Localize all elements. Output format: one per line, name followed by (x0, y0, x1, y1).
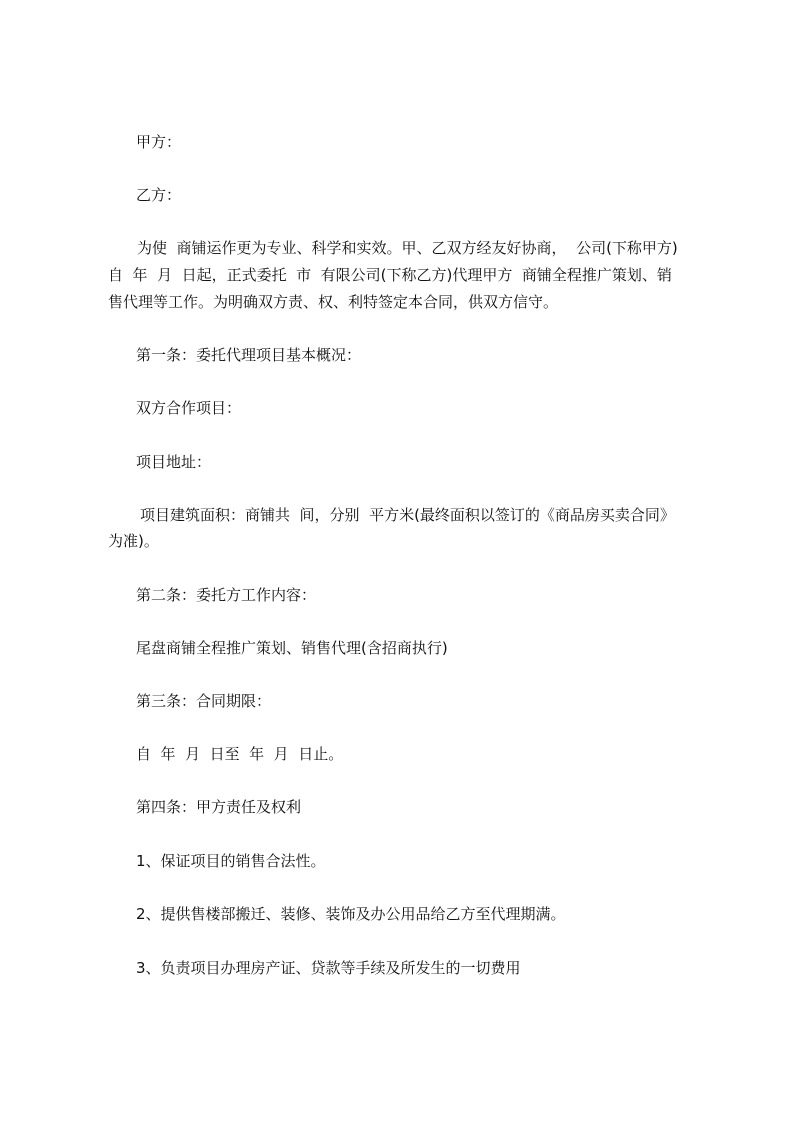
article-4-heading: 第四条：甲方责任及权利 (136, 798, 302, 816)
intro-line-3: 售代理等工作。为明确双方责、权、利特签定本合同，供双方信守。 (108, 293, 559, 311)
article-1-heading: 第一条：委托代理项目基本概况： (136, 346, 362, 364)
article-3-heading: 第三条：合同期限： (136, 692, 272, 710)
article-4-item-1: 1、保证项目的销售合法性。 (136, 852, 326, 870)
contract-period: 自 年 月 日至 年 月 日止。 (136, 745, 344, 763)
cooperation-project-label: 双方合作项目： (136, 399, 242, 417)
building-area-line-2: 为准)。 (108, 532, 159, 550)
article-4-item-3: 3、负责项目办理房产证、贷款等手续及所发生的一切费用 (136, 959, 521, 977)
article-4-item-2: 2、提供售楼部搬迁、装修、装饰及办公用品给乙方至代理期满。 (136, 905, 566, 923)
party-a-label: 甲方： (136, 133, 182, 151)
article-2-heading: 第二条：委托方工作内容： (136, 586, 317, 604)
intro-line-2: 自 年 月 日起，正式委托 市 有限公司(下称乙方)代理甲方 商铺全程推广策划、销 (108, 266, 672, 284)
article-2-content: 尾盘商铺全程推广策划、销售代理(含招商执行) (136, 639, 448, 657)
intro-line-1: 为使 商铺运作更为专业、科学和实效。甲、乙双方经友好协商， 公司(下称甲方) (137, 239, 678, 257)
party-b-label: 乙方： (136, 186, 182, 204)
project-address-label: 项目地址： (136, 453, 212, 471)
building-area-line-1: 项目建筑面积：商铺共 间，分别 平方米(最终面积以签订的《商品房买卖合同》 (140, 506, 675, 524)
